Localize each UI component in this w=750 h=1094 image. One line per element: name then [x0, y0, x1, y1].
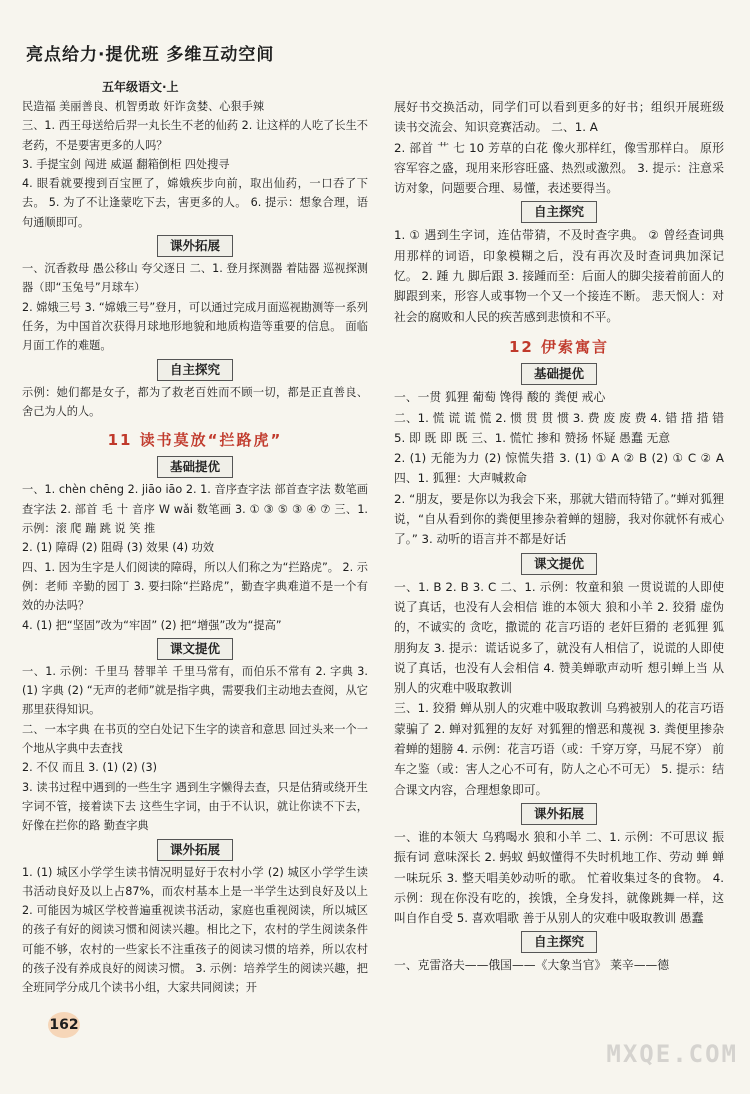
answer-paragraph: 三、1. 狡猾 蝉从别人的灾难中吸取教训 乌鸦被别人的花言巧语蒙骗了 2. 蝉对狐狸的友好 对狐狸的憎恶和蔑视 3. 粪便里掺杂着蝉的翅膀 4. 示例：花言巧语（或：千穿万穿，马屁不穿） 前车之鉴（或：害人之心不可有，防人之心不可无） 5. 提示：结合课文内容，合理想象即可。	[394, 701, 724, 797]
answer-paragraph: 二、一本字典 在书页的空白处记下生字的读音和意思 回过头来一个一个地从字典中去查找	[22, 722, 368, 756]
answer-paragraph: 2. 部首 艹 七 10 芳草的白花 像火那样红，像雪那样白。 原形容军容之盛，现用来形容旺盛、热烈或激烈。 3. 提示：注意采访对象，问题要合理、易懂，表述要得当。	[394, 140, 724, 196]
answer-paragraph: 一、沉香救母 愚公移山 夸父逐日 二、1. 登月探测器 着陆器 巡视探测器（即“玉兔号”月球车）	[22, 262, 368, 295]
answer-paragraph: 一、1. B 2. B 3. C 二、1. 示例：牧童和狼 一贯说谎的人即使说了真话，也没有人会相信 谁的本领大 狼和小羊 2. 狡猾 虚伪的，不诚实的 贪吃，撒谎的 花言巧语的 老奸巨猾的 老狐狸 狐朋狗友 3. 提示：谎话说多了，就没有人相信了，说谎的人即使说了真话，也没有人会相信 4. 赞美蝉歌声动听 想引蝉上当 从别人的灾难中吸取教训	[394, 579, 724, 696]
section-heading: 基础提优	[157, 456, 233, 478]
answer-paragraph: 民造福 美丽善良、机智勇敢 奸诈贪婪、心狠手辣	[22, 100, 265, 113]
section-heading-box	[394, 201, 724, 223]
answer-paragraph: 一、1. chèn chēng 2. jiāo iāo 2. 1. 音序查字法 部首查字法 数笔画查字法 2. 部首 毛 十 音序 W wǎi 数笔画 3. ① ③ ⑤ ③ ④ ⑦ 三、1. 示例：滚 爬 蹦 跳 说 笑 推	[22, 483, 368, 536]
answer-paragraph: 4. 眼看就要搜到百宝匣了，嫦娥疾步向前，取出仙药，一口吞了下去。 5. 为了不让逢蒙吃下去，害更多的人。 6. 提示：想象合理，语句通顺即可。	[22, 177, 368, 229]
answer-paragraph: 1. ① 遇到生字词，连估带猜，不及时查字典。 ② 曾经查词典用那样的词语，印象模糊之后，没有再次及时查词典加深记忆。 2. 踵 九 脚后跟 3. 接踵而至：后面人的脚尖接着前面人的脚跟到来，形容人或事物一个又一个接连不断。 悲天悯人：对社会的腐败和人民的疾苦感到悲愤和不平。	[394, 228, 724, 324]
section-heading: 课文提优	[157, 638, 233, 660]
section-heading: 自主探究	[157, 359, 233, 381]
answer-paragraph: 一、1. 示例：千里马 替罪羊 千里马常有，而伯乐不常有 2. 字典 3. (1) 字典 (2) “无声的老师”就是指字典，需要我们主动地去查阅，从它那里获得知识。	[22, 664, 368, 717]
series-title: 亮点给力·提优班 多维互动空间	[26, 45, 275, 65]
section-heading-box	[394, 931, 724, 953]
answer-paragraph: 四、1. 因为生字是人们阅读的障碍，所以人们称之为“拦路虎”。 2. 示例：老师 辛勤的园丁 3. 要扫除“拦路虎”，勤查字典难道不是一个有效的办法吗？	[22, 560, 368, 613]
answer-paragraph: 2. (1) 无能为力 (2) 惊慌失措 3. (1) ① A ② B (2) ① C ② A 四、1. 狐狸：大声喊救命	[394, 451, 724, 486]
left-column	[22, 97, 368, 998]
chapter-title: 11 读书莫放“拦路虎”	[107, 431, 283, 450]
answer-paragraph: 展好书交换活动，同学们可以看到更多的好书；组织开展班级读书交流会、知识竞赛活动。 二、1. A	[394, 100, 724, 135]
answer-paragraph: 3. 手提宝剑 闯进 威逼 翻箱倒柜 四处搜寻	[22, 157, 230, 171]
section-heading: 课外拓展	[521, 803, 597, 825]
section-heading-box	[22, 456, 368, 478]
page-number: 162	[48, 1012, 80, 1038]
answer-paragraph: 2. “朋友，要是你以为我会下来，那就大错而特错了。”蝉对狐狸说，“自从看到你的粪便里掺杂着蝉的翅膀，我对你就怀有戒心了。” 3. 动听的语言并不都是好话	[394, 491, 724, 547]
section-heading-box	[394, 363, 724, 385]
section-heading-box	[394, 553, 724, 575]
section-heading-box	[394, 803, 724, 825]
page-header	[26, 40, 274, 65]
answer-paragraph: 4. (1) 把“坚固”改为“牢固” (2) 把“增强”改为“提高”	[22, 618, 282, 632]
answer-paragraph: 1. (1) 城区小学学生读书情况明显好于农村小学 (2) 城区小学学生读书活动良好及以上占87%，而农村基本上是一半学生达到良好及以上 2. 可能因为城区学校普遍重视读书活动，家庭也重视阅读，所以城区的孩子有好的阅读习惯和阅读兴趣。相比之下，农村的学生阅读条件可能不够，农村的一些家长不注重孩子的阅读习惯的培养，所以农村的孩子没有养成良好的阅读习惯。 3. 示例：培养学生的阅读兴趣，把全班同学分成几个读书小组，大家共同阅读；开	[22, 865, 368, 995]
answer-paragraph: 示例：她们都是女子，都为了救老百姓而不顾一切，都是正直善良、舍己为人的人。	[22, 385, 368, 418]
answer-paragraph: 二、1. 慌 谎 谎 慌 2. 惯 贯 贯 惯 3. 费 废 废 费 4. 错 措 措 错 5. 即 既 即 既 三、1. 慌忙 掺和 赞扬 怀疑 愚蠢 无意	[394, 410, 724, 445]
right-column	[394, 97, 724, 976]
section-heading: 自主探究	[521, 931, 597, 953]
section-heading: 课外拓展	[157, 839, 233, 861]
answer-paragraph: 一、一贯 狐狸 葡萄 馋得 酸的 粪便 戒心	[394, 390, 606, 405]
answer-paragraph: 三、1. 西王母送给后羿一丸长生不老的仙药 2. 让这样的人吃了长生不老药，不是要害更多的人吗？	[22, 119, 368, 152]
answer-paragraph: 2. 嫦娥三号 3. “嫦娥三号”登月，可以通过完成月面巡视勘测等一系列任务，为中国首次获得月球地形地貌和地质构造等重要的信息。 面临月面工作的难题。	[22, 300, 368, 353]
section-heading-box	[22, 235, 368, 257]
section-heading: 课文提优	[521, 553, 597, 575]
chapter-title: 12 伊索寓言	[508, 337, 610, 356]
answer-paragraph: 3. 读书过程中遇到的一些生字 遇到生字懒得去查，只是估猜或绕开生字词不管，接着读下去 这些生字词，由于不认识，就让你读不下去，好像在拦你的路 勤查字典	[22, 780, 368, 833]
answer-paragraph: 一、克雷洛夫——俄国——《大象当官》 莱辛——德	[394, 958, 670, 973]
site-watermark: MXQE.COM	[606, 1040, 738, 1068]
section-heading: 基础提优	[521, 363, 597, 385]
section-heading-box	[22, 839, 368, 861]
section-heading-box	[22, 638, 368, 660]
answer-paragraph: 2. (1) 障碍 (2) 阻碍 (3) 效果 (4) 功效	[22, 541, 215, 555]
section-heading: 自主探究	[521, 201, 597, 223]
section-heading: 课外拓展	[157, 235, 233, 257]
answer-paragraph: 一、谁的本领大 乌鸦喝水 狼和小羊 二、1. 示例：不可思议 振振有词 意味深长 2. 蚂蚁 蚂蚁懂得不失时机地工作、劳动 蝉 蝉一味玩乐 3. 整天唱美妙动听的歌。 忙着收集过冬的食物。 4. 示例：现在你没有吃的，挨饿，全身发抖，就像跳舞一样，这叫自作自受 5. 喜欢唱歌 善于从别人的灾难中吸取教训 愚蠢	[394, 829, 724, 926]
grade-subject-label: 五年级语文·上	[102, 80, 179, 94]
section-heading-box	[22, 359, 368, 381]
answer-paragraph: 2. 不仅 而且 3. (1) (2) (3)	[22, 761, 157, 775]
